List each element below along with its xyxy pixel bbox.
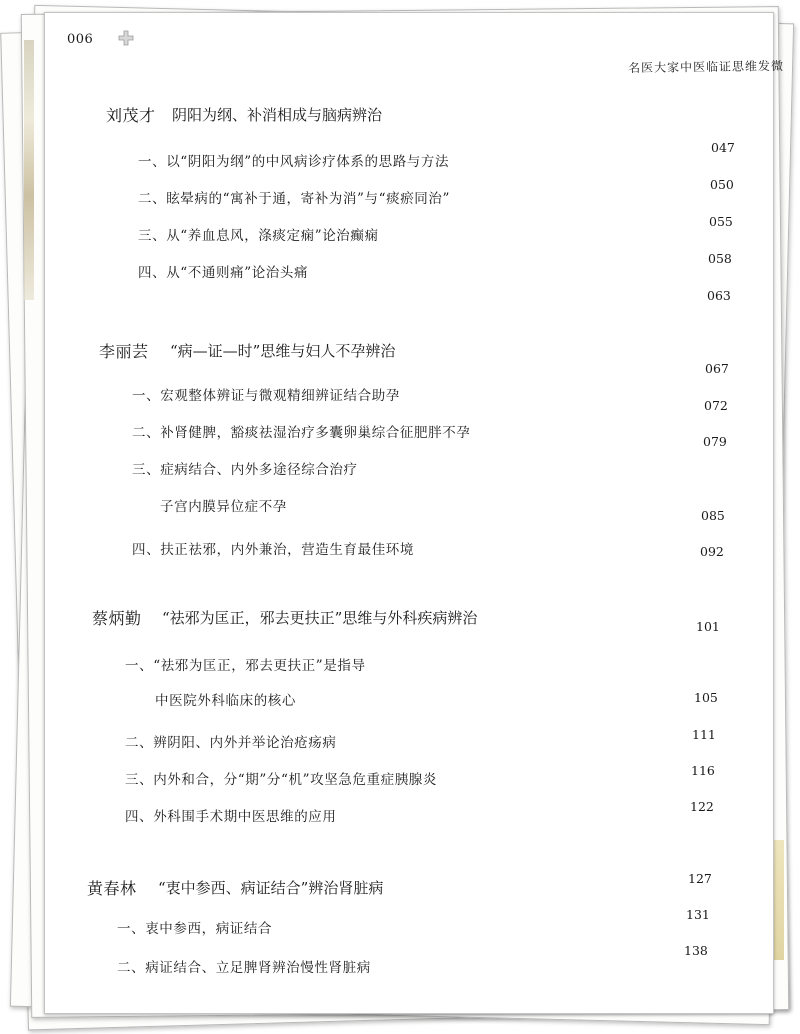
page-ref: 047 (711, 140, 735, 155)
page-ref: 058 (708, 251, 732, 266)
toc-entry: 中医院外科临床的核心 (155, 693, 296, 709)
toc-entry: 子宫内膜异位症不孕 (160, 499, 287, 515)
running-title: 名医大家中医临证思维发微 (627, 58, 785, 76)
page-ref: 085 (701, 508, 725, 523)
page-ref: 072 (704, 398, 728, 413)
page-ref: 131 (686, 907, 710, 922)
page-ref: 127 (688, 871, 712, 886)
author-name: 黄春林 (87, 879, 137, 898)
page-number: 006 (67, 32, 94, 47)
toc-entry: 二、眩晕病的“寓补于通，寄补为消”与“痰瘀同治” (138, 191, 451, 207)
page-ref: 105 (694, 690, 718, 705)
cross-ornament-icon (118, 30, 134, 46)
page-ref: 079 (703, 434, 727, 449)
toc-entry: 三、症病结合、内外多途径综合治疗 (132, 462, 358, 478)
page-ref: 050 (710, 177, 734, 192)
page-ref: 116 (691, 763, 715, 778)
section-title: “衷中参西、病证结合”辨治肾脏病 (158, 879, 384, 897)
toc-entry: 三、内外和合，分“期”分“机”攻坚急危重症胰腺炎 (125, 772, 438, 788)
toc-entry: 一、以“阴阳为纲”的中风病诊疗体系的思路与方法 (138, 154, 450, 170)
section-title: 阴阳为纲、补消相成与脑病辨治 (172, 106, 383, 124)
toc-entry: 二、补肾健脾，豁痰祛湿治疗多囊卵巢综合征肥胖不孕 (132, 425, 471, 441)
toc-entry: 二、病证结合、立足脾肾辨治慢性肾脏病 (117, 960, 371, 976)
page-ref: 138 (684, 943, 708, 958)
toc-entry: 四、从“不通则痛”论治头痛 (138, 265, 309, 281)
toc-entry: 四、外科围手术期中医思维的应用 (125, 809, 337, 825)
author-name: 刘茂才 (106, 106, 156, 125)
toc-entry: 一、宏观整体辨证与微观精细辨证结合助孕 (132, 388, 400, 404)
author-name: 李丽芸 (99, 342, 149, 361)
page-ref: 111 (692, 727, 716, 742)
sheet-edge-decoration (774, 840, 784, 960)
toc-entry: 一、衷中参西，病证结合 (117, 921, 273, 937)
sheet-edge-decoration (24, 40, 34, 300)
page-ref: 101 (696, 619, 720, 634)
section-title: “病—证—时”思维与妇人不孕辨治 (170, 342, 396, 360)
section-title: “祛邪为匡正，邪去更扶正”思维与外科疾病辨治 (162, 609, 478, 627)
page-ref: 067 (705, 361, 729, 376)
page-ref: 063 (707, 288, 731, 303)
page-ref: 055 (709, 214, 733, 229)
toc-entry: 三、从“养血息风，涤痰定痫”论治癫痫 (138, 228, 379, 244)
page-ref: 122 (690, 799, 714, 814)
toc-entry: 四、扶正祛邪，内外兼治，营造生育最佳环境 (132, 542, 414, 558)
author-name: 蔡炳勤 (92, 609, 142, 628)
toc-entry: 二、辨阴阳、内外并举论治疮疡病 (125, 735, 337, 751)
toc-entry: 一、“祛邪为匡正，邪去更扶正”是指导 (125, 658, 366, 674)
page-ref: 092 (700, 544, 724, 559)
